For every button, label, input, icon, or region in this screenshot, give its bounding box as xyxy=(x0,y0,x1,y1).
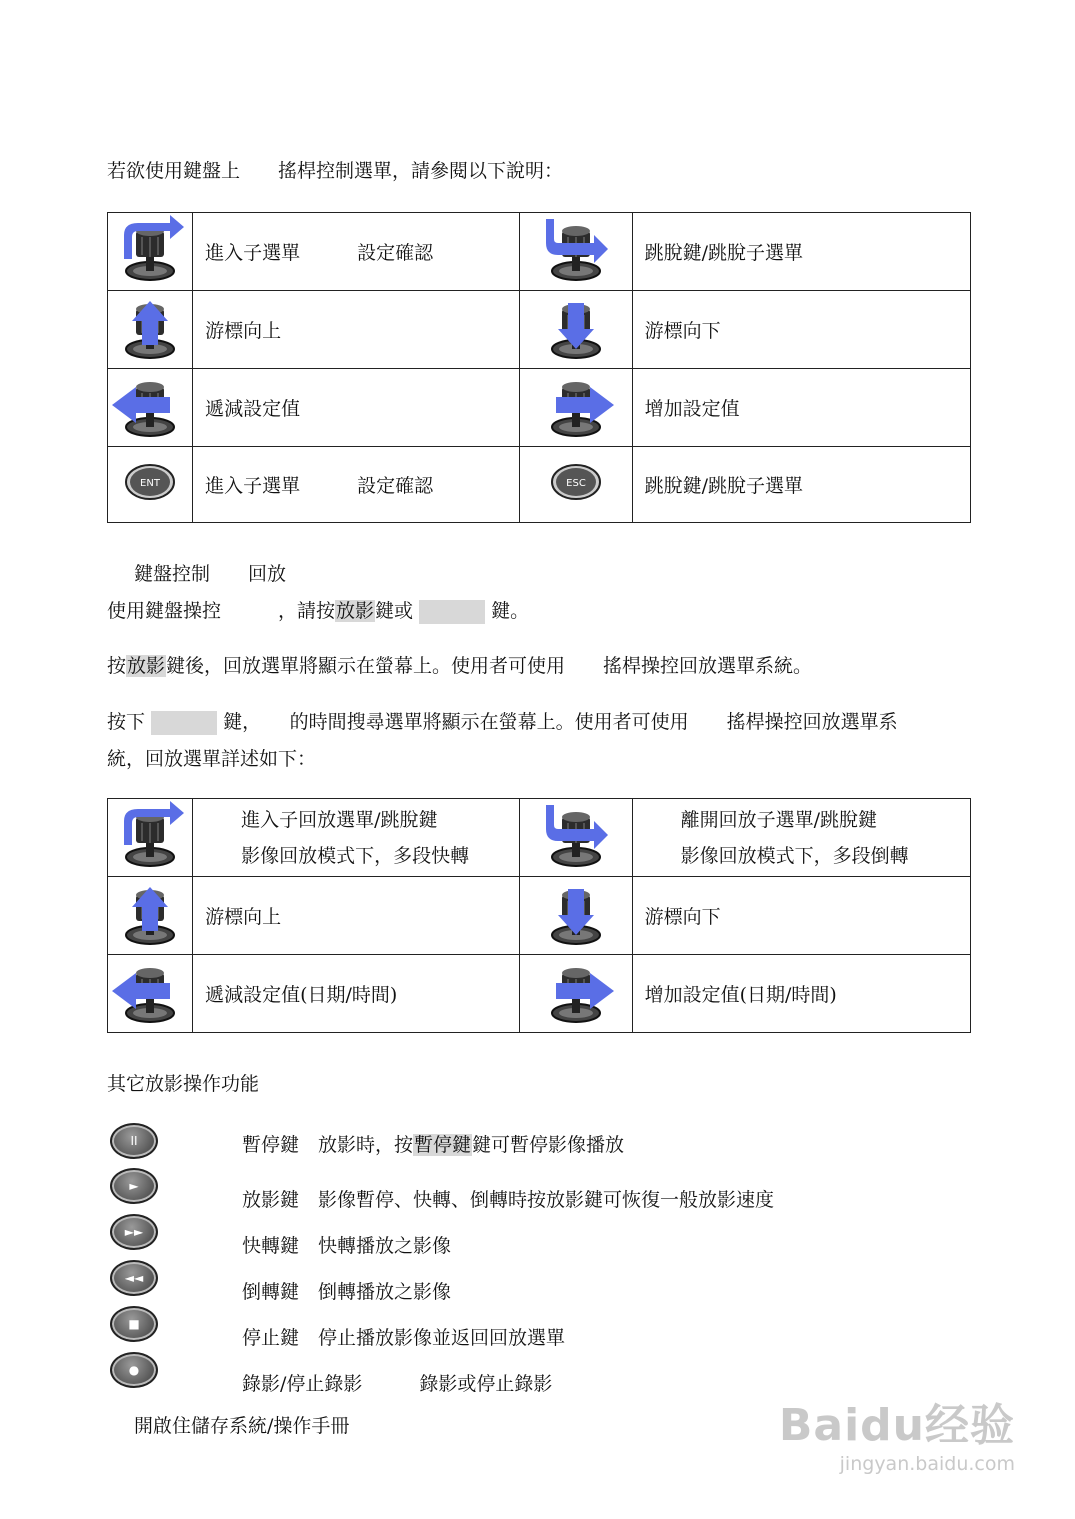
svg-text:ENT: ENT xyxy=(140,478,161,489)
pause-button-icon: II xyxy=(110,1123,158,1159)
section2-line1: 使用鍵盤操控 ，請按放影鍵或 鍵。 xyxy=(107,600,530,622)
blank-key-box xyxy=(419,600,485,624)
knob-arrow-up-icon xyxy=(108,291,193,369)
table1-row3-left: 遞減設定值 xyxy=(193,369,520,447)
table2-row3-right: 增加設定值(日期/時間) xyxy=(632,955,970,1033)
footer-text: 開啟住儲存系統/操作手冊 xyxy=(134,1415,350,1437)
pause-item-text: 暫停鍵 放影時，按暫停鍵鍵可暫停影像播放 xyxy=(242,1134,625,1156)
fast-forward-button-icon: ►► xyxy=(110,1214,158,1250)
section2-line3: 按下 鍵， 的時間搜尋選單將顯示在螢幕上。使用者可使用 搖桿操控回放選單系 xyxy=(107,711,898,733)
table1-row1-right: 跳脫鍵/跳脫子選單 xyxy=(632,213,970,291)
svg-text:ESC: ESC xyxy=(566,478,586,489)
knob-arrow-enter-icon xyxy=(108,799,193,877)
knob-arrow-left-icon xyxy=(108,369,193,447)
knob-arrow-up-icon xyxy=(108,877,193,955)
knob-arrow-enter-icon xyxy=(108,213,193,291)
section2-heading: 鍵盤控制 回放 xyxy=(134,563,287,585)
table1-row3-right: 增加設定值 xyxy=(632,369,970,447)
play-button-icon: ► xyxy=(110,1168,158,1204)
rewind-button-icon: ◄◄ xyxy=(110,1260,158,1296)
table1-row4-right: 跳脫鍵/跳脫子選單 xyxy=(632,447,970,523)
knob-arrow-exit-icon xyxy=(520,799,632,877)
knob-arrow-right-icon xyxy=(520,369,632,447)
table2-row3-left: 遞減設定值(日期/時間) xyxy=(193,955,520,1033)
section2-line2: 按放影鍵後，回放選單將顯示在螢幕上。使用者可使用 搖桿操控回放選單系統。 xyxy=(107,655,813,677)
esc-button-icon xyxy=(520,447,632,523)
playback-joystick-table xyxy=(107,798,971,1033)
ent-button-icon xyxy=(108,447,193,523)
stop-button-icon: ■ xyxy=(110,1306,158,1342)
joystick-table xyxy=(107,212,971,523)
table2-row1-right: 離開回放子選單/跳脫鍵 影像回放模式下，多段倒轉 xyxy=(632,799,970,877)
knob-arrow-right-icon xyxy=(520,955,632,1033)
intro-text: 若欲使用鍵盤上 搖桿控制選單，請參閱以下說明： xyxy=(107,160,564,182)
table2-row2-left: 游標向上 xyxy=(193,877,520,955)
table1-row2-left: 游標向上 xyxy=(193,291,520,369)
table1-row4-left: 進入子選單 設定確認 xyxy=(193,447,520,523)
table2-row1-left: 進入子回放選單/跳脫鍵 影像回放模式下，多段快轉 xyxy=(193,799,520,877)
table1-row2-right: 游標向下 xyxy=(632,291,970,369)
knob-arrow-left-icon xyxy=(108,955,193,1033)
table2-row2-right: 游標向下 xyxy=(632,877,970,955)
blank-key-box xyxy=(151,711,217,735)
fast-forward-item-text: 快轉鍵 快轉播放之影像 xyxy=(242,1235,452,1257)
knob-arrow-exit-icon xyxy=(520,213,632,291)
play-item-text: 放影鍵 影像暫停、快轉、倒轉時按放影鍵可恢復一般放影速度 xyxy=(242,1189,775,1211)
section2-line4: 統，回放選單詳述如下： xyxy=(107,748,317,770)
stop-item-text: 停止鍵 停止播放影像並返回回放選單 xyxy=(242,1327,566,1349)
table1-row1-left: 進入子選單 設定確認 xyxy=(193,213,520,291)
knob-arrow-down-icon xyxy=(520,877,632,955)
rewind-item-text: 倒轉鍵 倒轉播放之影像 xyxy=(242,1281,452,1303)
knob-arrow-down-icon xyxy=(520,291,632,369)
section3-heading: 其它放影操作功能 xyxy=(107,1073,260,1095)
baidu-watermark: Baidu经验 jingyan.baidu.com xyxy=(778,1400,1015,1475)
record-item-text: 錄影/停止錄影 錄影或停止錄影 xyxy=(242,1373,553,1395)
record-button-icon: ● xyxy=(110,1352,158,1388)
